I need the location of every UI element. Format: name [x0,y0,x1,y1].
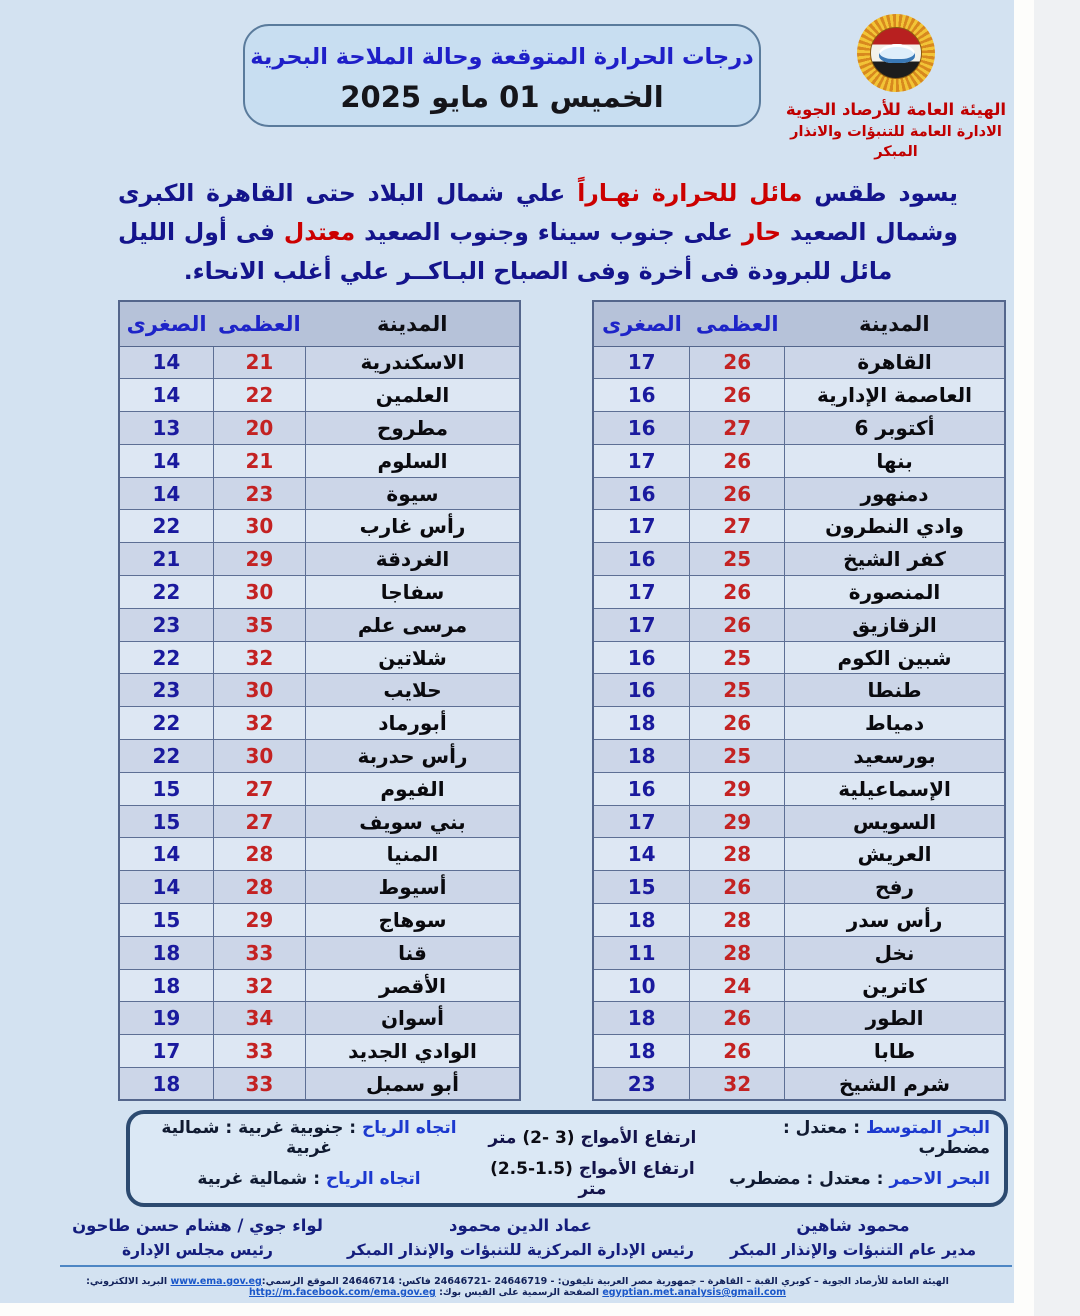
max-temp-cell: 28 [690,838,785,871]
max-temp-cell: 28 [213,838,305,871]
max-temp-cell: 25 [690,674,785,707]
table-row [593,805,1005,838]
min-temp-cell: 15 [119,805,213,838]
wave-height-value: (2.5-1.5) [490,1158,573,1179]
table-row [119,871,520,904]
max-temp-cell: 29 [213,543,305,576]
table-row [119,772,520,805]
max-temp-cell: 26 [690,444,785,477]
temperature-table-left [118,300,521,1101]
signatory-name: لواء جوي / هشام حسن طاحون [72,1216,323,1235]
max-temp-cell: 25 [690,543,785,576]
marine-conditions-box [126,1110,1008,1207]
min-temp-cell: 11 [593,936,690,969]
table-row [119,379,520,412]
min-temp-cell: 16 [593,772,690,805]
max-temp-cell: 27 [213,805,305,838]
min-temp-cell: 21 [119,543,213,576]
signatures [55,1213,1005,1262]
min-temp-cell: 14 [119,838,213,871]
city-cell: العاصمة الإدارية [785,379,1005,412]
max-temp-cell: 32 [690,1068,785,1101]
city-cell: العلمين [305,379,520,412]
table-row [119,805,520,838]
ema-logo-sun-icon [857,14,935,92]
table-header-row [593,301,1005,346]
city-cell: رفح [785,871,1005,904]
city-cell: رأس غارب [305,510,520,543]
city-cell: السويس [785,805,1005,838]
min-temp-cell: 18 [593,1002,690,1035]
city-cell: أبورماد [305,707,520,740]
footer-link[interactable]: http://m.facebook.com/ema.gov.eg [248,1287,436,1298]
table-row [593,871,1005,904]
max-temp-cell: 28 [690,904,785,937]
max-temp-cell: 26 [690,576,785,609]
table-row [119,641,520,674]
wave-height-label: ارتفاع الأمواج [580,1128,697,1149]
city-cell: دمياط [785,707,1005,740]
city-cell: نخل [785,936,1005,969]
city-cell: المنصورة [785,576,1005,609]
max-temp-cell: 28 [690,936,785,969]
min-temp-cell: 14 [119,346,213,379]
sea-name: البحر المتوسط [865,1118,990,1139]
max-temp-cell: 30 [213,740,305,773]
max-temp-cell: 26 [690,608,785,641]
min-temp-cell: 14 [119,444,213,477]
max-temp-cell: 26 [690,346,785,379]
max-temp-cell: 21 [213,346,305,379]
table-row [593,1068,1005,1101]
min-temp-cell: 16 [593,674,690,707]
table-row [119,707,520,740]
table-row [119,576,520,609]
table-row [593,379,1005,412]
max-temp-cell: 27 [213,772,305,805]
city-cell: شرم الشيخ [785,1068,1005,1101]
signatory-title: رئيس الإدارة المركزية للتنبؤات والإنذار المبكر [347,1241,694,1259]
min-temp-cell: 23 [593,1068,690,1101]
city-cell: الاسكندرية [305,346,520,379]
city-cell: القاهرة [785,346,1005,379]
max-temp-cell: 26 [690,1002,785,1035]
city-cell: بني سويف [305,805,520,838]
table-row [593,740,1005,773]
min-temp-cell: 22 [119,740,213,773]
max-temp-cell: 32 [213,707,305,740]
org-name: الهيئة العامة للأرصاد الجوية [785,100,1007,119]
max-temp-cell: 26 [690,379,785,412]
max-temp-cell: 30 [213,576,305,609]
min-temp-cell: 17 [593,608,690,641]
max-temp-cell: 27 [690,510,785,543]
city-cell: السلوم [305,444,520,477]
wind-direction-value: : جنوبية غربية : شمالية غربية [161,1118,357,1159]
text-segment: يسود طقس [802,179,958,207]
min-temp-cell: 18 [593,740,690,773]
max-temp-cell: 30 [213,674,305,707]
col-header-max: العظمى [690,301,785,346]
table-row [119,838,520,871]
weather-summary [118,174,958,291]
city-cell: طابا [785,1035,1005,1068]
text-segment: علي شمال البلاد حتى القاهرة الكبرى وشمال الصعيد [118,179,958,246]
table-row [593,641,1005,674]
org-block [782,14,1010,162]
min-temp-cell: 14 [593,838,690,871]
city-cell: أسوان [305,1002,520,1035]
table-row [119,412,520,445]
table-row [119,444,520,477]
min-temp-cell: 16 [593,412,690,445]
max-temp-cell: 24 [690,969,785,1002]
table-body [119,346,520,1100]
report-date: الخميس 01 مايو 2025 [340,80,664,114]
max-temp-cell: 32 [213,969,305,1002]
city-cell: الوادي الجديد [305,1035,520,1068]
table-row [119,477,520,510]
temperature-table-right-wrap [592,300,1006,1101]
city-cell: العريش [785,838,1005,871]
table-row [593,477,1005,510]
min-temp-cell: 17 [593,805,690,838]
table-row [119,904,520,937]
signature-block [701,1213,1005,1262]
footer-link[interactable]: egyptian.met.analysis@gmail.com [602,1287,787,1298]
max-temp-cell: 33 [213,1035,305,1068]
max-temp-cell: 33 [213,1068,305,1101]
table-row [119,543,520,576]
min-temp-cell: 15 [119,904,213,937]
col-header-city: المدينة [785,301,1005,346]
min-temp-cell: 14 [119,379,213,412]
signatory-name: عماد الدين محمود [449,1216,592,1235]
table-row [119,674,520,707]
col-header-min: الصغرى [593,301,690,346]
table-row [593,707,1005,740]
table-row [119,936,520,969]
table-row [119,740,520,773]
table-row [119,608,520,641]
signatory-title: مدير عام التنبؤات والإنذار المبكر [729,1241,977,1259]
city-cell: الأقصر [305,969,520,1002]
table-row [593,444,1005,477]
city-cell: رأس سدر [785,904,1005,937]
city-cell: سوهاج [305,904,520,937]
min-temp-cell: 22 [119,576,213,609]
max-temp-cell: 29 [690,805,785,838]
city-cell: الفيوم [305,772,520,805]
table-row [593,543,1005,576]
min-temp-cell: 17 [593,576,690,609]
min-temp-cell: 18 [119,969,213,1002]
city-cell: مطروح [305,412,520,445]
table-row [593,412,1005,445]
city-cell: سيوة [305,477,520,510]
min-temp-cell: 18 [593,707,690,740]
city-cell: الطور [785,1002,1005,1035]
text-segment: الصفحة الرسمية على الفيس بوك: [435,1287,603,1298]
title-box [243,24,761,127]
max-temp-cell: 25 [690,740,785,773]
wind-direction-value: : شمالية غربية [197,1168,320,1189]
footer-contact [25,1276,1010,1298]
city-cell: رأس حدربة [305,740,520,773]
max-temp-cell: 23 [213,477,305,510]
wave-height-label: ارتفاع الأمواج [578,1158,695,1179]
table-row [593,510,1005,543]
min-temp-cell: 18 [593,904,690,937]
max-temp-cell: 20 [213,412,305,445]
min-temp-cell: 16 [593,543,690,576]
min-temp-cell: 15 [119,772,213,805]
table-row [119,1035,520,1068]
city-cell: كفر الشيخ [785,543,1005,576]
city-cell: بنها [785,444,1005,477]
cloud-icon [879,44,915,63]
city-cell: وادي النطرون [785,510,1005,543]
city-cell: أكتوبر 6 [785,412,1005,445]
min-temp-cell: 13 [119,412,213,445]
max-temp-cell: 28 [213,871,305,904]
col-header-min: الصغرى [119,301,213,346]
city-cell: كاترين [785,969,1005,1002]
city-cell: شبين الكوم [785,641,1005,674]
footer-link[interactable]: www.ema.gov.eg [170,1276,262,1287]
min-temp-cell: 18 [593,1035,690,1068]
city-cell: دمنهور [785,477,1005,510]
table-row [593,838,1005,871]
max-temp-cell: 25 [690,641,785,674]
signatory-name: محمود شاهين [796,1216,910,1235]
table-row [119,1002,520,1035]
table-row [593,1002,1005,1035]
city-cell: بورسعيد [785,740,1005,773]
wave-height-value: (2- 3) [522,1128,575,1149]
sea-name: البحر الاحمر [889,1168,990,1189]
temperature-table-right [592,300,1006,1101]
col-header-max: العظمى [213,301,305,346]
wind-direction-label: اتجاه الرياح [361,1118,457,1139]
city-cell: الإسماعيلية [785,772,1005,805]
min-temp-cell: 17 [119,1035,213,1068]
min-temp-cell: 16 [593,641,690,674]
signatory-title: رئيس مجلس الإدارة [122,1241,273,1259]
min-temp-cell: 14 [119,477,213,510]
table-row [119,510,520,543]
footer-divider [60,1265,1012,1267]
max-temp-cell: 35 [213,608,305,641]
max-temp-cell: 26 [690,477,785,510]
org-department: الادارة العامة للتنبؤات والانذار المبكر [790,124,1002,160]
text-segment: معتدل [283,218,356,246]
min-temp-cell: 16 [593,379,690,412]
max-temp-cell: 21 [213,444,305,477]
text-segment: مائل للحرارة نهـاراً [577,179,803,207]
mediterranean-sea-row [144,1118,990,1158]
city-cell: أبو سمبل [305,1068,520,1101]
text-segment: على جنوب سيناء وجنوب الصعيد [355,218,742,246]
min-temp-cell: 17 [593,510,690,543]
max-temp-cell: 26 [690,1035,785,1068]
city-cell: قنا [305,936,520,969]
city-cell: مرسى علم [305,608,520,641]
min-temp-cell: 23 [119,608,213,641]
min-temp-cell: 22 [119,641,213,674]
min-temp-cell: 10 [593,969,690,1002]
min-temp-cell: 19 [119,1002,213,1035]
min-temp-cell: 18 [119,936,213,969]
max-temp-cell: 29 [690,772,785,805]
max-temp-cell: 26 [690,871,785,904]
table-row [593,1035,1005,1068]
wind-direction-label: اتجاه الرياح [325,1168,421,1189]
signature-block [55,1213,340,1262]
max-temp-cell: 34 [213,1002,305,1035]
min-temp-cell: 14 [119,871,213,904]
table-row [593,576,1005,609]
min-temp-cell: 22 [119,510,213,543]
table-row [593,969,1005,1002]
city-cell: أسيوط [305,871,520,904]
table-row [593,772,1005,805]
max-temp-cell: 27 [690,412,785,445]
wave-height-unit: متر [578,1178,607,1199]
text-segment: فى أول الليل مائل للبرودة فى أخرة وفى الصباح البـاكــر علي أغلب الانحاء. [118,218,893,285]
text-segment: البريد الالكتروني: [86,1276,171,1287]
table-body [593,346,1005,1100]
city-cell: الغردقة [305,543,520,576]
max-temp-cell: 29 [213,904,305,937]
red-sea-row [144,1159,990,1199]
report-title: درجات الحرارة المتوقعة وحالة الملاحة البحرية [250,44,754,70]
min-temp-cell: 18 [119,1068,213,1101]
table-row [593,674,1005,707]
min-temp-cell: 17 [593,444,690,477]
scan-margin [1034,0,1080,1316]
temperature-table-left-wrap [118,300,521,1101]
col-header-city: المدينة [305,301,520,346]
table-header-row [119,301,520,346]
min-temp-cell: 23 [119,674,213,707]
min-temp-cell: 16 [593,477,690,510]
wave-height-unit: متر [488,1128,517,1149]
signature-block [340,1213,701,1262]
max-temp-cell: 32 [213,641,305,674]
text-segment: الهيئة العامة للأرصاد الجوية – كوبري القبة – القاهرة – جمهورية مصر العربية تليفون: - 24646719 -24646721 فاكس: 24646714 الموقع الرسمي: [261,1276,949,1287]
text-segment: حار [741,218,782,246]
table-row [119,346,520,379]
min-temp-cell: 22 [119,707,213,740]
table-row [119,1068,520,1101]
table-row [593,346,1005,379]
city-cell: الزقازيق [785,608,1005,641]
city-cell: المنيا [305,838,520,871]
city-cell: حلايب [305,674,520,707]
table-row [593,904,1005,937]
max-temp-cell: 22 [213,379,305,412]
sea-state: : معتدل : مضطرب [782,1118,990,1159]
max-temp-cell: 26 [690,707,785,740]
max-temp-cell: 33 [213,936,305,969]
max-temp-cell: 30 [213,510,305,543]
min-temp-cell: 17 [593,346,690,379]
table-row [593,936,1005,969]
table-row [593,608,1005,641]
city-cell: سفاجا [305,576,520,609]
table-row [119,969,520,1002]
city-cell: شلاتين [305,641,520,674]
min-temp-cell: 15 [593,871,690,904]
flag-circle-icon [870,27,922,79]
sea-state: : معتدل : مضطرب [728,1168,884,1189]
city-cell: طنطا [785,674,1005,707]
